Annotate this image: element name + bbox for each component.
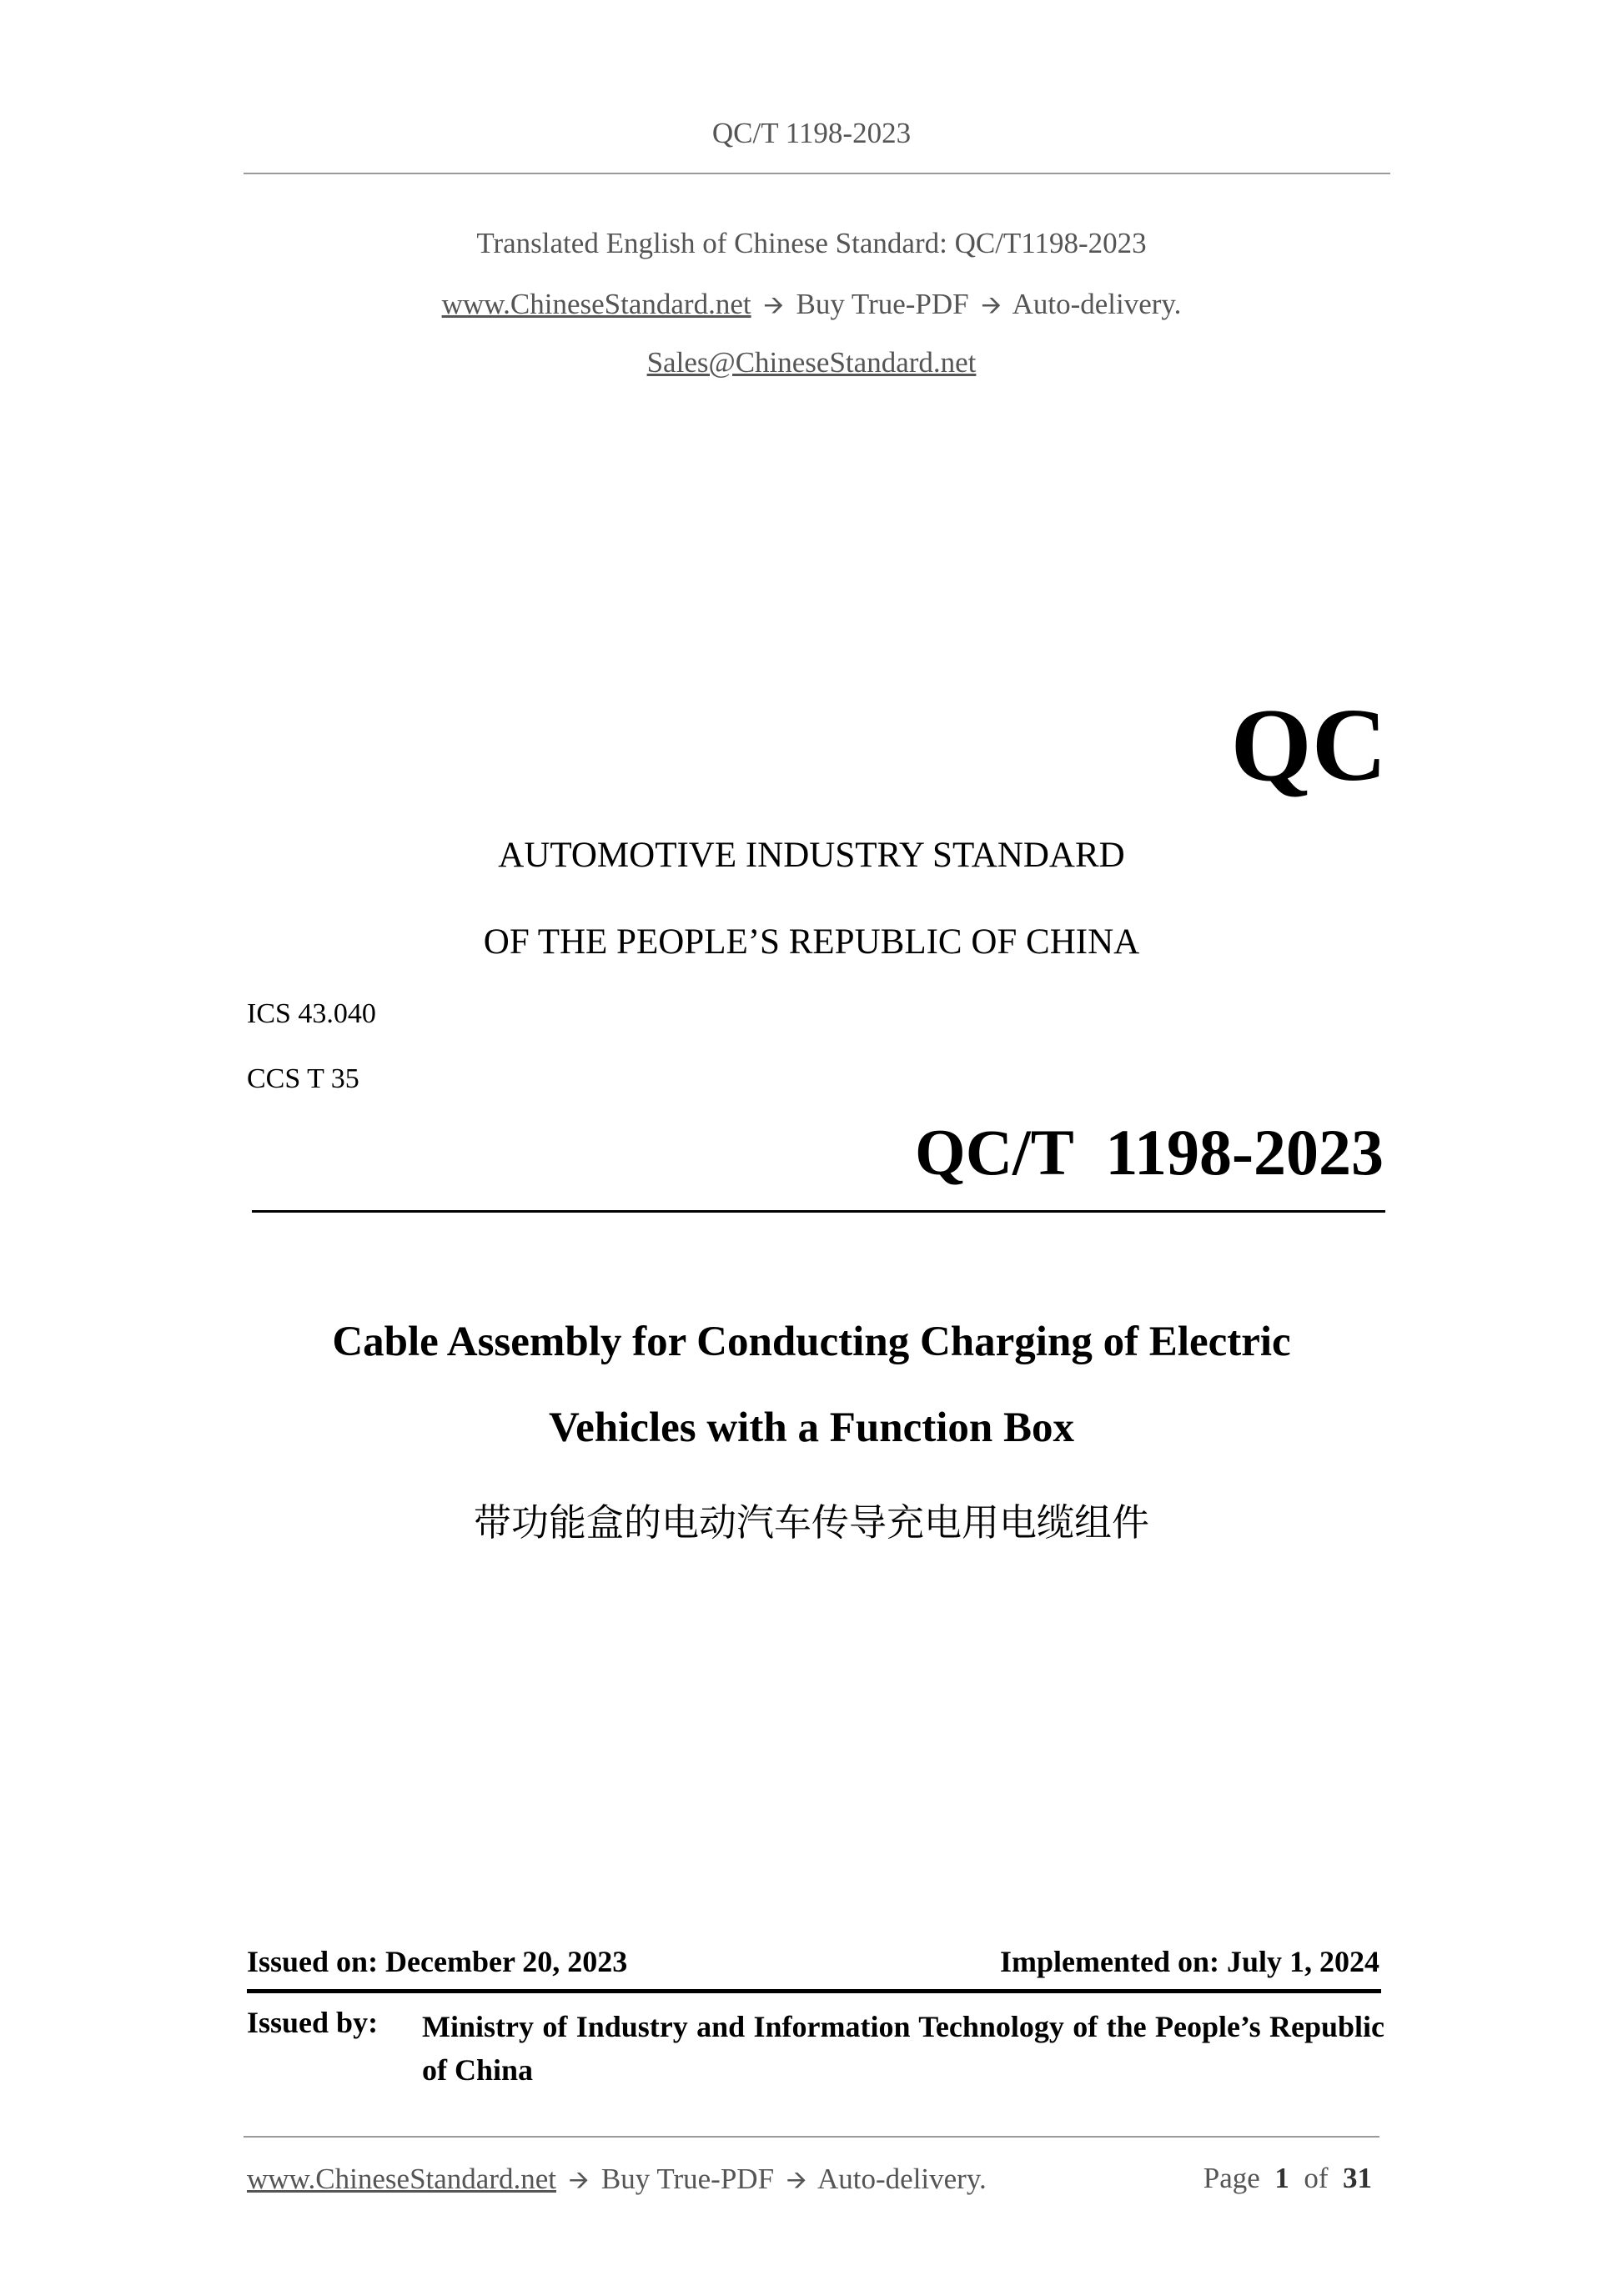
issued-by-label: Issued by:: [247, 2006, 379, 2039]
footer-buy-line: [247, 2162, 987, 2204]
title-line-1: Cable Assembly for Conducting Charging of Electric: [332, 1319, 1291, 1365]
translation-notice: Translated English of Chinese Standard: QC/T1198-2023: [476, 227, 1147, 259]
arrow-right-icon: 🡪: [786, 2166, 807, 2195]
arrow-right-icon: 🡪: [981, 291, 1002, 320]
agency-line-1: AUTOMOTIVE INDUSTRY STANDARD: [498, 836, 1125, 875]
sales-email-link[interactable]: Sales@ChineseStandard.net: [646, 346, 977, 379]
standard-number-divider: [252, 1210, 1385, 1213]
qc-logo: QC: [1230, 688, 1387, 803]
page-of: of: [1304, 2162, 1329, 2194]
footer-delivery-text: Auto-delivery.: [817, 2163, 987, 2195]
site-link[interactable]: www.ChineseStandard.net: [441, 288, 751, 320]
header-divider: [244, 173, 1390, 174]
page-current: 1: [1274, 2162, 1289, 2194]
footer-divider: [244, 2136, 1379, 2138]
arrow-right-icon: 🡪: [568, 2166, 590, 2195]
title-chinese: 带功能盒的电动汽车传导充电用电缆组件: [473, 1500, 1149, 1545]
delivery-text: Auto-delivery.: [1012, 288, 1182, 320]
page-total: 31: [1343, 2162, 1372, 2194]
agency-line-2: OF THE PEOPLE’S REPUBLIC OF CHINA: [483, 922, 1140, 962]
footer-site-link[interactable]: www.ChineseStandard.net: [247, 2163, 556, 2195]
standard-number: QC/T 1198-2023: [915, 1116, 1384, 1188]
ccs-code: CCS T 35: [247, 1063, 359, 1094]
issue-divider: [247, 1989, 1381, 1993]
issued-by-value: Ministry of Industry and Information Technology of the People’s Republic of China: [422, 2010, 1384, 2087]
page-label: Page: [1203, 2162, 1260, 2194]
arrow-right-icon: 🡪: [763, 291, 784, 320]
issued-on: Issued on: December 20, 2023: [247, 1945, 628, 1978]
buy-line: [0, 287, 1623, 329]
running-header: QC/T 1198-2023: [711, 117, 912, 149]
buy-text: Buy True-PDF: [796, 288, 969, 320]
ics-code: ICS 43.040: [247, 998, 376, 1029]
page-indicator: [1203, 2162, 1372, 2195]
title-line-2: Vehicles with a Function Box: [548, 1404, 1074, 1451]
implemented-on: Implemented on: July 1, 2024: [999, 1945, 1379, 1978]
sales-line: [0, 346, 1623, 379]
footer-buy-text: Buy True-PDF: [600, 2163, 775, 2195]
